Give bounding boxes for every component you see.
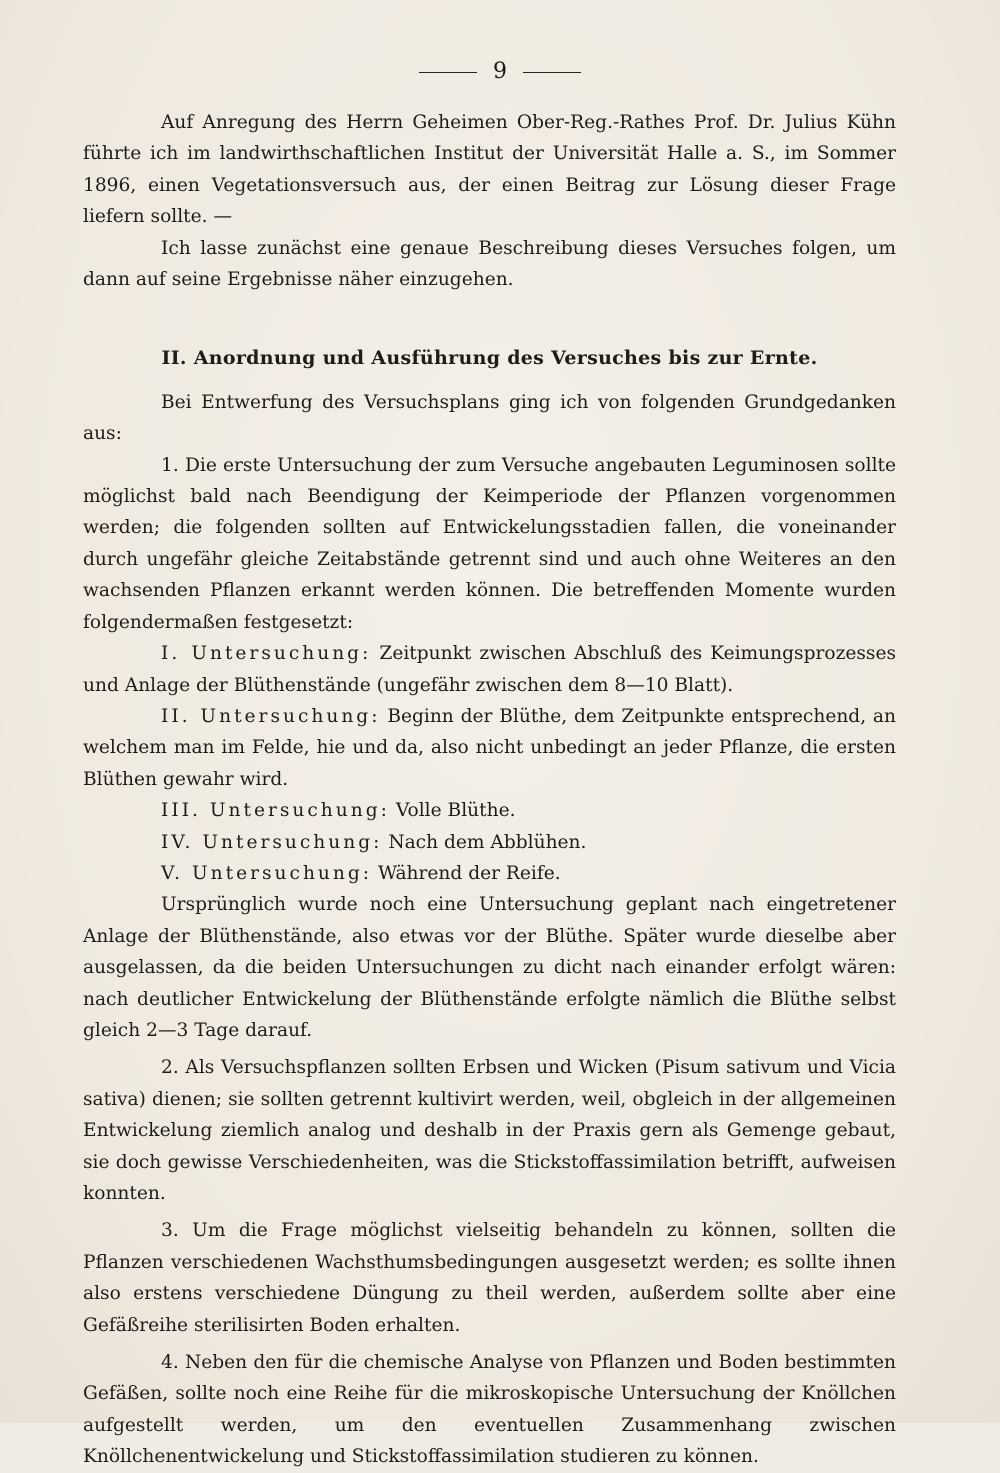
examination-3-text: Volle Blüthe. bbox=[395, 800, 516, 822]
header-rule-left bbox=[419, 72, 477, 73]
examination-5-label: V. Untersuchung: bbox=[161, 862, 373, 884]
paragraph-lead: Bei Entwerfung des Versuchsplans ging ich von folgenden Grundgedanken aus: bbox=[83, 391, 896, 445]
paragraph-point-2: 2. Als Versuchspflanzen sollten Erbsen und Wicken (Pisum sativum und Vicia sativa) dienen; sie sollten getrennt kultivirt werden, weil, obgleich in der allgemeinen Entwickelung ziemlich analog und deshalb in der Praxis gern als Gemenge gebaut, sie doch gewisse Verschiedenheiten, was die Stickstoffassimilation betrifft, aufweisen konnten. bbox=[83, 1057, 896, 1204]
examination-4-text: Nach dem Abblühen. bbox=[388, 831, 587, 853]
examination-3 bbox=[83, 795, 896, 826]
header-rule-right bbox=[523, 72, 581, 73]
examination-2-text: Beginn der Blüthe, dem Zeitpunkte entsprechend, an welchem man im Felde, hie und da, also nicht unbedingt an jeder Pflanze, die ersten Blüthen gewahr wird. bbox=[83, 705, 896, 790]
examination-5-text: Während der Reife. bbox=[377, 862, 561, 884]
paragraph-intro-1: Auf Anregung des Herrn Geheimen Ober-Reg.-Rathes Prof. Dr. Julius Kühn führte ich im landwirthschaftlichen Institut der Universität Halle a. S., im Sommer 1896, einen Vegetationsversuch aus, der einen Beitrag zur Lösung dieser Frage liefern sollte. — bbox=[83, 112, 896, 228]
page-number: 9 bbox=[493, 59, 507, 84]
page-body bbox=[83, 107, 896, 1473]
paragraph-point-3: 3. Um die Frage möglichst vielseitig behandeln zu können, sollten die Pflanzen verschiedenen Wachsthumsbedingungen ausgesetzt werden; es sollte ihnen also erstens verschiedene Düngung zu theil werden, außerdem sollte aber eine Gefäßreihe sterilisirten Boden erhalten. bbox=[83, 1220, 896, 1336]
paragraph-point-1: 1. Die erste Untersuchung der zum Versuche angebauten Leguminosen sollte möglichst bald nach Beendigung der Keimperiode der Pflanzen vorgenommen werden; die folgenden sollten auf Entwickelungsstadien fallen, die voneinander durch ungefähr gleiche Zeitabstände getrennt sind und auch ohne Weiteres an den wachsenden Pflanzen erkannt werden können. Die betreffenden Momente wurden folgendermaßen festgesetzt: bbox=[83, 454, 896, 633]
section-heading: II. Anordnung und Ausführung des Versuches bis zur Ernte. bbox=[161, 347, 818, 370]
paragraph-intro-2: Ich lasse zunächst eine genaue Beschreibung dieses Versuches folgen, um dann auf seine Ergebnisse näher einzugehen. bbox=[83, 237, 896, 291]
examination-1-label: I. Untersuchung: bbox=[161, 643, 372, 665]
page-header bbox=[0, 60, 1000, 84]
examination-5 bbox=[83, 858, 896, 889]
examination-3-label: III. Untersuchung: bbox=[161, 800, 390, 822]
examination-2 bbox=[83, 701, 896, 795]
examination-1-text: Zeitpunkt zwischen Abschluß des Keimungsprozesses und Anlage der Blüthenstände (ungefähr zwischen dem 8—10 Blatt). bbox=[83, 643, 896, 696]
examination-4 bbox=[83, 827, 896, 858]
examination-4-label: IV. Untersuchung: bbox=[161, 831, 383, 853]
examination-2-label: II. Untersuchung: bbox=[161, 705, 381, 727]
examination-1 bbox=[83, 638, 896, 701]
paragraph-original-plan: Ursprünglich wurde noch eine Untersuchung geplant nach eingetretener Anlage der Blüthenstände, also etwas vor der Blüthe. Später wurde dieselbe aber ausgelassen, da die beiden Untersuchungen zu dicht nach einander erfolgt wären: nach deutlicher Entwickelung der Blüthenstände erfolgte nämlich die Blüthe selbst gleich 2—3 Tage darauf. bbox=[83, 894, 896, 1041]
paragraph-point-4: 4. Neben den für die chemische Analyse von Pflanzen und Boden bestimmten Gefäßen, sollte noch eine Reihe für die mikroskopische Untersuchung der Knöllchen aufgestellt werden, um den eventuellen Zusammenhang zwischen Knöllchenentwickelung und Stickstoffassimilation studieren zu können. bbox=[83, 1352, 896, 1468]
